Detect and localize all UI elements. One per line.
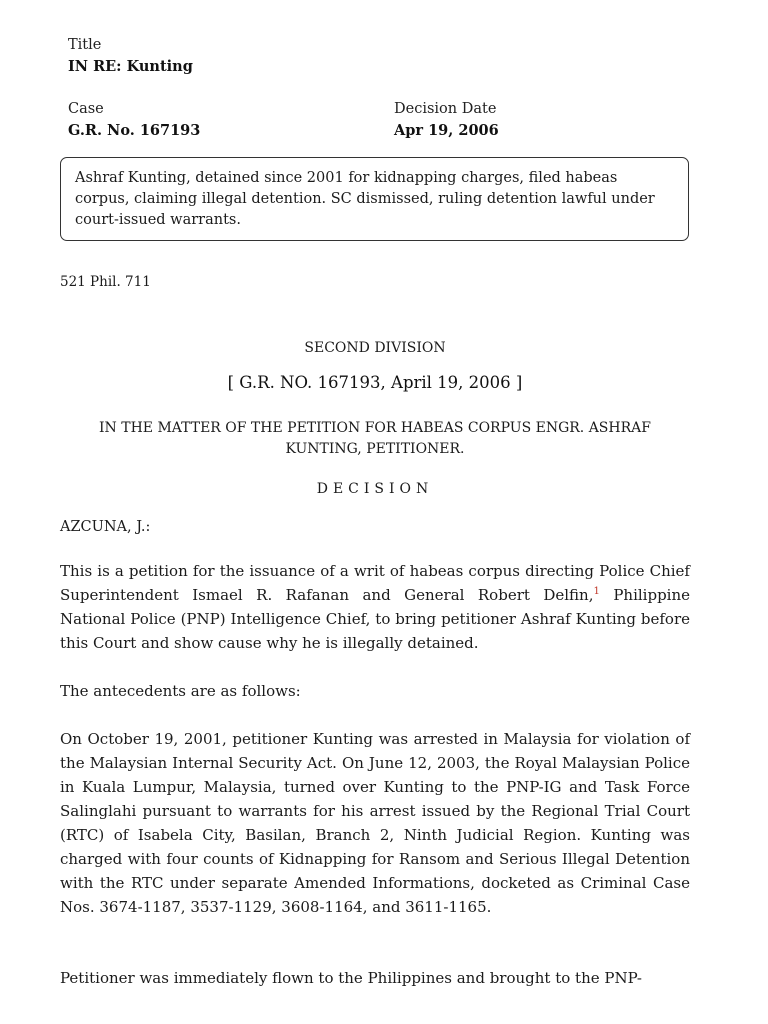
division-heading: SECOND DIVISION <box>304 340 446 356</box>
ponente: AZCUNA, J.: <box>60 519 151 535</box>
matter-heading: IN THE MATTER OF THE PETITION FOR HABEAS CORPUS ENGR. ASHRAF KUNTING, PETITIONER. <box>99 420 651 457</box>
gr-number-heading: [ G.R. NO. 167193, April 19, 2006 ] <box>227 373 523 392</box>
phil-citation: 521 Phil. 711 <box>60 274 151 290</box>
decision-heading: DECISION <box>316 481 434 497</box>
title-label: Title <box>68 37 102 53</box>
case-label: Case <box>68 101 104 117</box>
decision-date-label: Decision Date <box>394 101 497 117</box>
case-number: G.R. No. 167193 <box>68 122 201 139</box>
case-summary-text: Ashraf Kunting, detained since 2001 for kidnapping charges, filed habeas corpus, claiming illegal detention. SC dismissed, ruling detention lawful under court-issued warrants. <box>75 170 655 228</box>
paragraph-antecedents: On October 19, 2001, petitioner Kunting was arrested in Malaysia for violation of the Malaysian Internal Security Act. On June 12, 2003, the Royal Malaysian Police in Kuala Lumpur, Malaysia, turned over Kunting to the PNP-IG and Task Force Salinglahi pursuant to warrants for his arrest issued by the Regional Trial Court (RTC) of Isabela City, Basilan, Branch 2, Ninth Judicial Region. Kunting was charged with four counts of Kidnapping for Ransom and Serious Illegal Detention with the RTC under separate Amended Informations, docketed as Criminal Case Nos. 3674-1187, 3537-1129, 3608-1164, and 3611-1165. <box>60 730 690 916</box>
decision-date: Apr 19, 2006 <box>394 122 499 139</box>
paragraph-intro-text-start: This is a petition for the issuance of a writ of habeas corpus directing Police Chief Superintendent Ismael R. Rafanan and General Robert Delfin, <box>60 562 690 604</box>
footnote-link-1[interactable]: 1 <box>593 586 600 597</box>
paragraph-petitioner-flown: Petitioner was immediately flown to the Philippines and brought to the PNP- <box>60 969 642 987</box>
paragraph-intro <box>60 559 690 655</box>
paragraph-antecedents-intro: The antecedents are as follows: <box>60 682 301 700</box>
case-summary-box <box>60 157 689 241</box>
paragraph-intro-text-end: Philippine National Police (PNP) Intelligence Chief, to bring petitioner Ashraf Kunting before this Court and show cause why he is illegally detained. <box>60 586 690 652</box>
case-title: IN RE: Kunting <box>68 58 193 75</box>
